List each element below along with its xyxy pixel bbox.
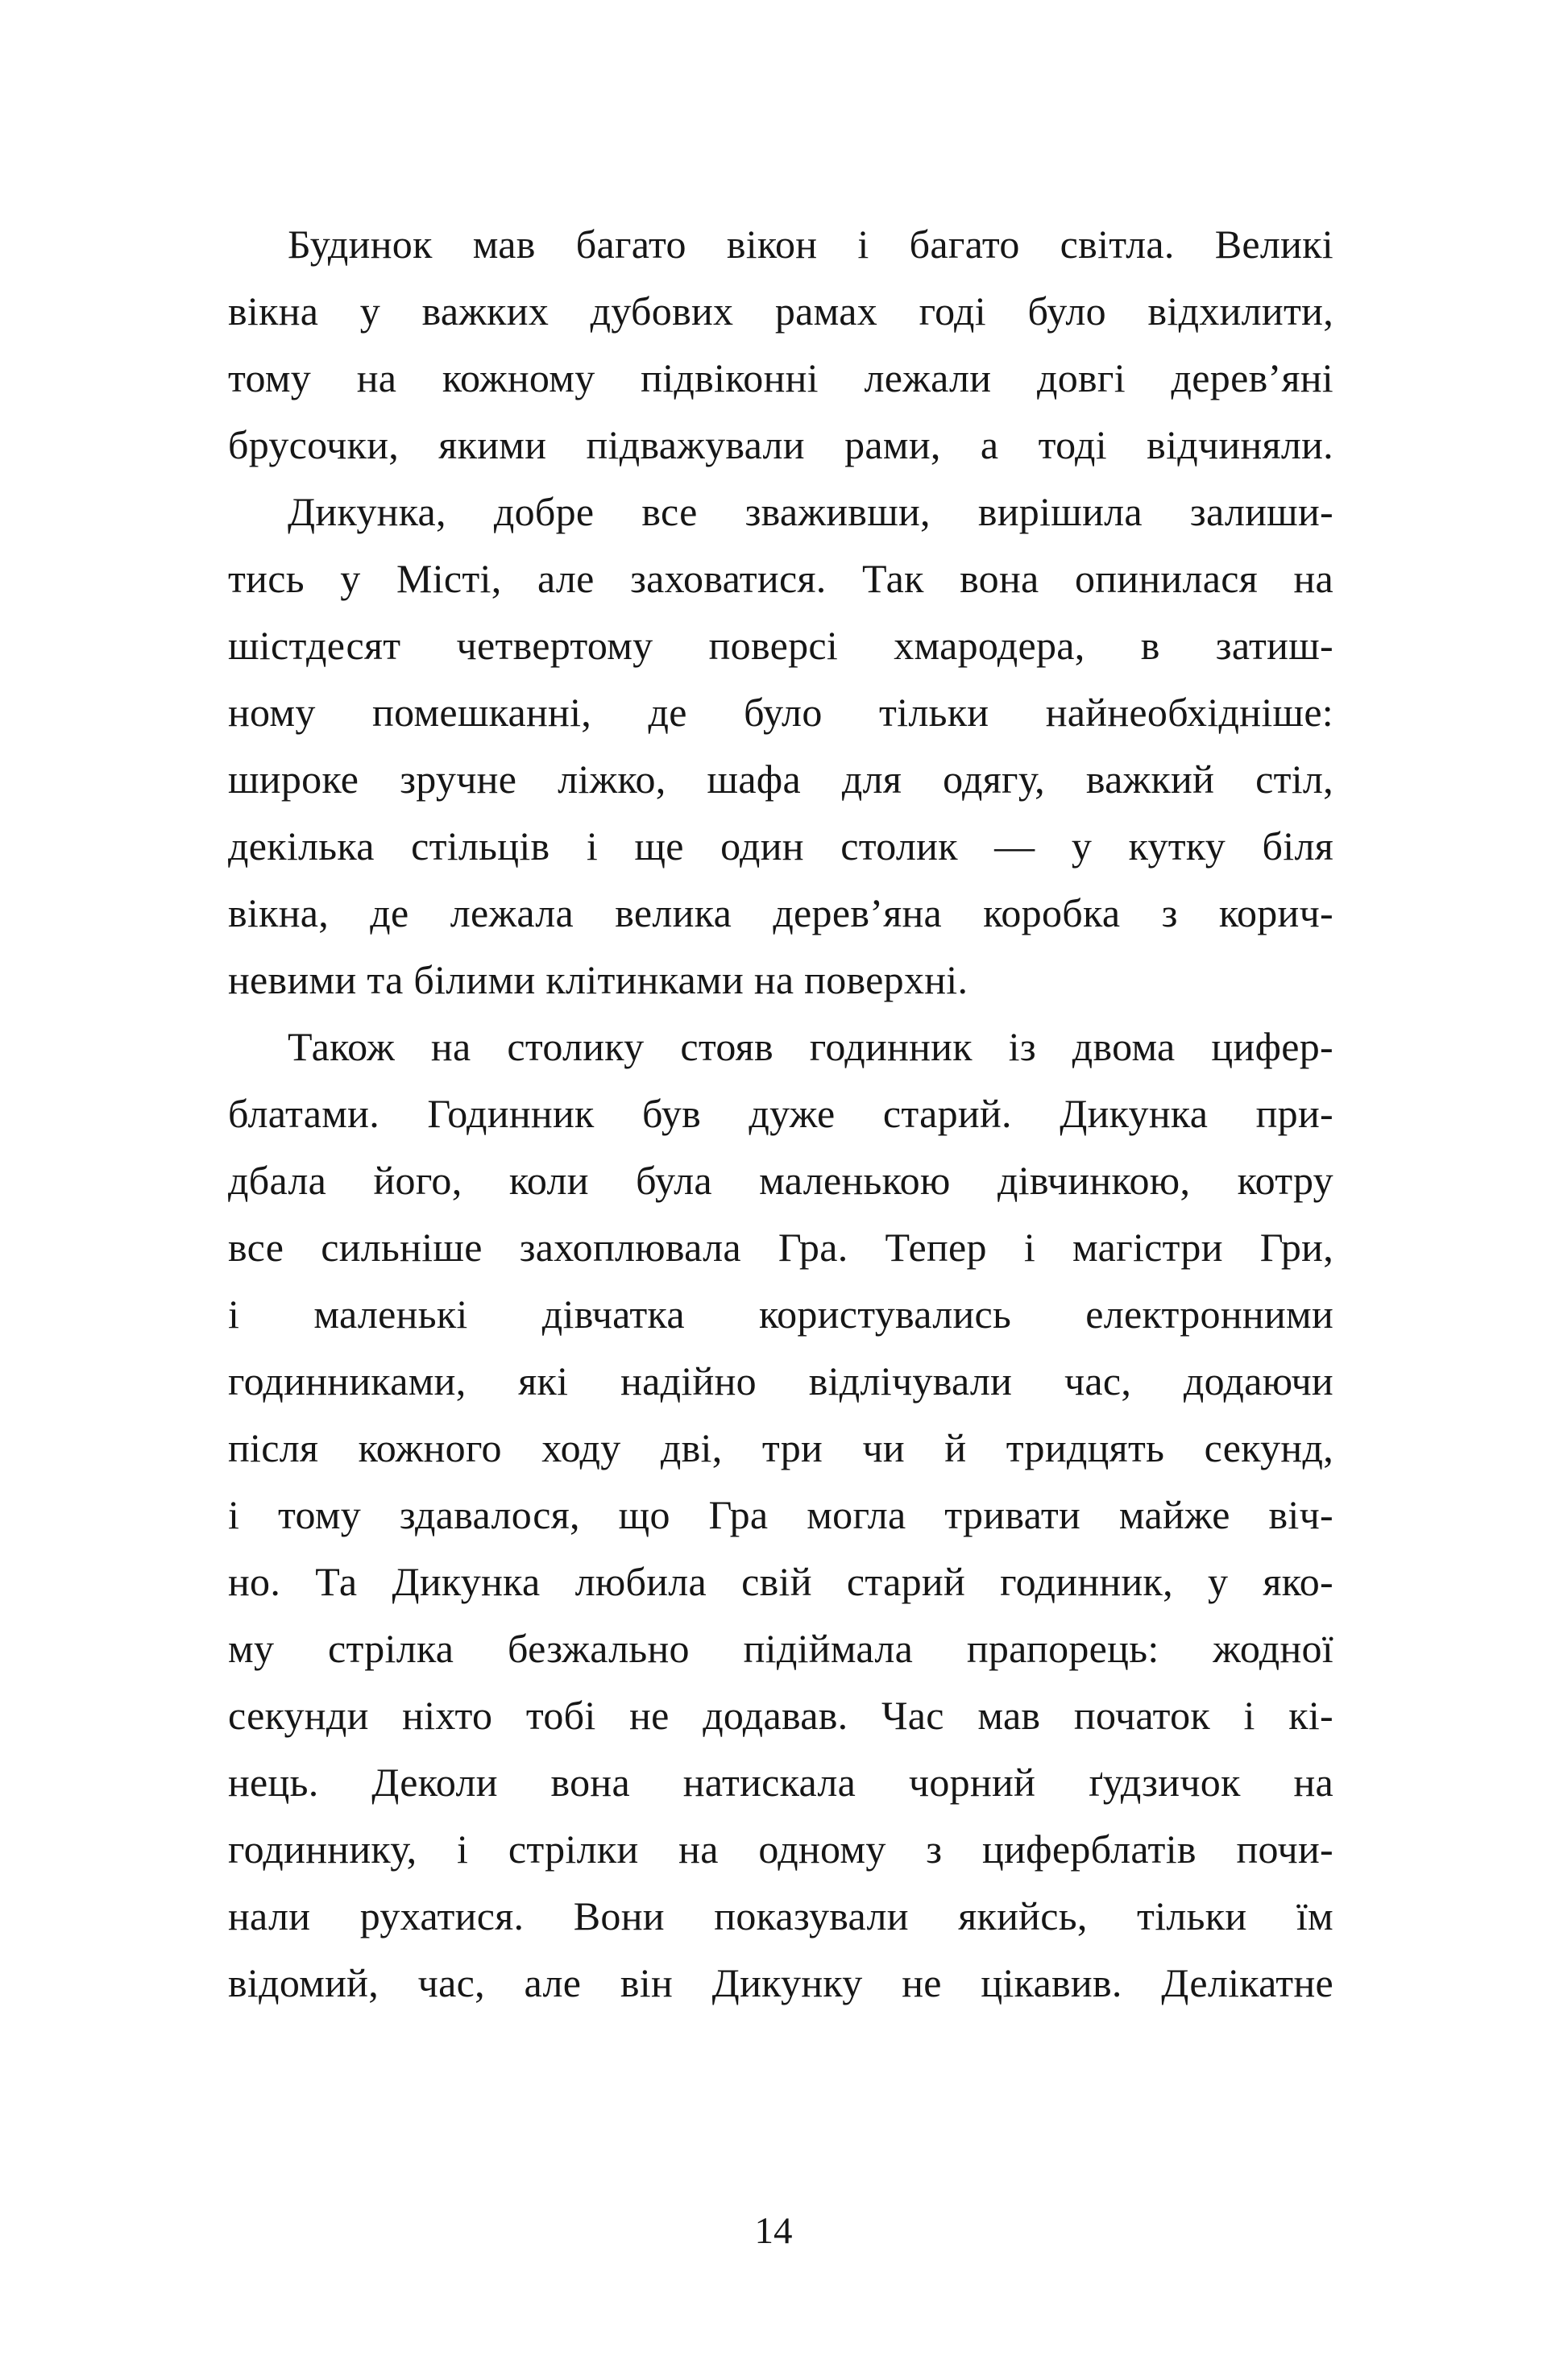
paragraph [228, 1014, 1333, 2017]
text-line: широке зручне ліжко, шафа для одягу, важкий стіл, [228, 757, 1333, 802]
text-line: ному помешканні, де було тільки найнеобхідніше: [228, 690, 1333, 735]
text-line: Будинок мав багато вікон і багато світла. Великі [288, 222, 1333, 267]
paragraph [228, 479, 1333, 1014]
text-line: тому на кожному підвіконні лежали довгі дерев’яні [228, 355, 1333, 400]
text-line: декілька стільців і ще один столик — у кутку біля [228, 823, 1333, 869]
body-text [228, 211, 1333, 2017]
text-line: невими та білими клітинками на поверхні. [228, 957, 968, 1002]
text-line: тись у Місті, але заховатися. Так вона опинилася на [228, 556, 1333, 601]
text-line: і тому здавалося, що Гра могла тривати майже віч- [228, 1492, 1333, 1537]
text-line: нець. Деколи вона натискала чорний ґудзичок на [228, 1760, 1333, 1805]
text-line: годинниками, які надійно відлічували час, додаючи [228, 1358, 1333, 1404]
text-line: му стрілка безжально підіймала прапорець: жодної [228, 1626, 1333, 1671]
paragraph [228, 211, 1333, 479]
text-line: нали рухатися. Вони показували якийсь, тільки їм [228, 1893, 1333, 1938]
text-line: після кожного ходу дві, три чи й тридцять секунд, [228, 1425, 1333, 1470]
text-line: годиннику, і стрілки на одному з циферблатів почи- [228, 1826, 1333, 1872]
text-line: Також на столику стояв годинник із двома цифер- [288, 1024, 1333, 1069]
text-line: відомий, час, але він Дикунку не цікавив. Делікатне [228, 1960, 1333, 2005]
text-line: но. Та Дикунка любила свій старий годинник, у яко- [228, 1559, 1333, 1604]
text-line: дбала його, коли була маленькою дівчинкою, котру [228, 1158, 1333, 1203]
text-line: блатами. Годинник був дуже старий. Дикунка при- [228, 1091, 1333, 1136]
text-line: все сильніше захоплювала Гра. Тепер і магістри Гри, [228, 1225, 1333, 1270]
text-line: брусочки, якими підважували рами, а тоді відчиняли. [228, 422, 1333, 467]
text-line: вікна у важких дубових рамах годі було відхилити, [228, 288, 1333, 334]
text-line: Дикунка, добре все зваживши, вирішила залиши- [288, 489, 1333, 534]
text-line: секунди ніхто тобі не додавав. Час мав початок і кі- [228, 1693, 1333, 1738]
text-line: вікна, де лежала велика дерев’яна коробка з корич- [228, 890, 1333, 935]
text-line: і маленькі дівчатка користувались електронними [228, 1292, 1333, 1337]
text-line: шістдесят четвертому поверсі хмародера, в затиш- [228, 623, 1333, 668]
page-number: 14 [754, 2210, 793, 2252]
